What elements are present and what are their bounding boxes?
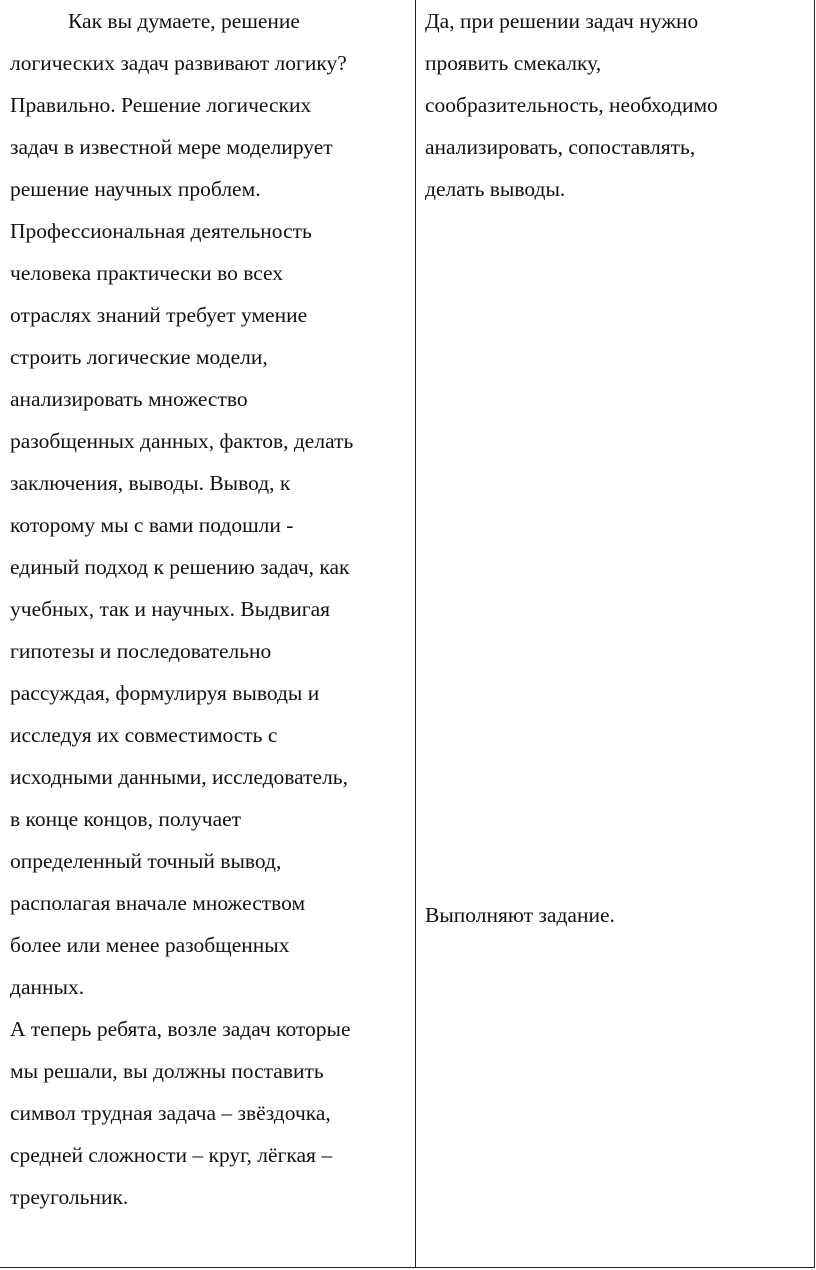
text-line: исходными данными, исследователь,	[10, 765, 348, 789]
text-line: проявить смекалку,	[425, 51, 602, 75]
text-line: задач в известной мере моделирует	[10, 135, 333, 159]
text-line: учебных, так и научных. Выдвигая	[10, 597, 331, 621]
text-line: определенный точный вывод,	[10, 849, 282, 873]
text-line: рассуждая, формулируя выводы и	[10, 681, 320, 705]
text-line: гипотезы и последовательно	[10, 639, 272, 663]
text-line: человека практически во всех	[10, 261, 284, 285]
text-line: решение научных проблем.	[10, 177, 261, 201]
text-line: отраслях знаний требует умение	[10, 303, 308, 327]
text-line: Да, при решении задач нужно	[425, 9, 699, 33]
text-line: сообразительность, необходимо	[425, 93, 718, 117]
student-cell	[416, 0, 814, 210]
text-line: Профессиональная деятельность	[10, 219, 312, 243]
student-activity-text: Выполняют задание.	[425, 903, 615, 927]
text-line: в конце концов, получает	[10, 807, 242, 831]
text-line: Как вы думаете, решение	[68, 9, 300, 33]
text-line: которому мы с вами подошли -	[10, 513, 294, 537]
text-line: исследуя их совместимость с	[10, 723, 278, 747]
text-line: более или менее разобщенных	[10, 933, 290, 957]
text-line: делать выводы.	[425, 177, 566, 201]
text-line: А теперь ребята, возле задач которые	[10, 1017, 351, 1041]
text-line: строить логические модели,	[10, 345, 268, 369]
text-line: данных.	[10, 975, 85, 999]
teacher-cell	[0, 0, 410, 1218]
text-line: единый подход к решению задач, как	[10, 555, 350, 579]
text-line: располагая вначале множеством	[10, 891, 306, 915]
text-line: символ трудная задача – звёздочка,	[10, 1101, 331, 1125]
text-line: Правильно. Решение логических	[10, 93, 312, 117]
text-line: анализировать, сопоставлять,	[425, 135, 696, 159]
text-line: мы решали, вы должны поставить	[10, 1059, 324, 1083]
text-line: средней сложности – круг, лёгкая –	[10, 1143, 333, 1167]
text-line: анализировать множество	[10, 387, 248, 411]
text-line: разобщенных данных, фактов, делать	[10, 429, 354, 453]
text-line: логических задач развивают логику?	[10, 51, 347, 75]
text-line: треугольник.	[10, 1185, 129, 1209]
text-line: заключения, выводы. Вывод, к	[10, 471, 291, 495]
